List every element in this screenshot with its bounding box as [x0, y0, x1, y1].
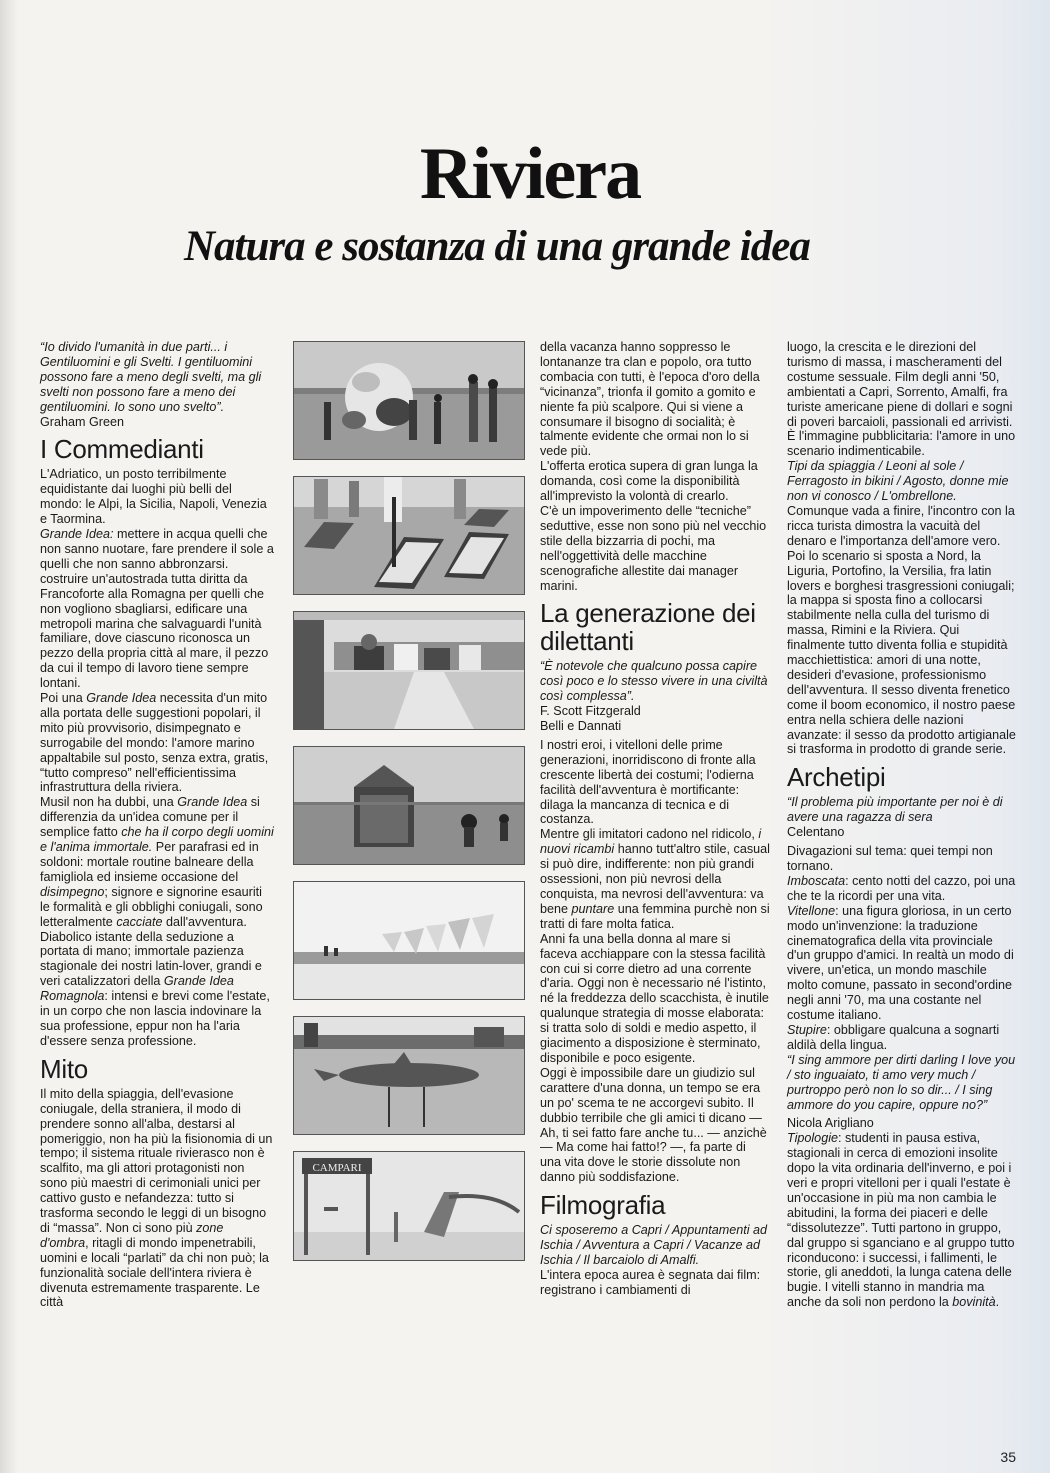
paragraph: Imboscata: cento notti del cazzo, poi una che te la ricordi per una vita. [787, 873, 1016, 903]
paragraph: della vacanza hanno soppresso le lontananze tra clan e popolo, ora tutto combacia con tutti, è l'epoca d'oro della “vicinanza”, trionfa il gomito a gomito e niente fa più scalpore. Qui si viene a consumare il bisogno di socialità; è talmente evidente che ormai non lo si vede più. [540, 340, 760, 459]
film-list: Ci sposeremo a Capri / Appuntamenti ad Ischia / Avventura a Capri / Vacanze ad Ischia / Il barcaiolo di Amalfi. [540, 1223, 768, 1267]
photo-column [293, 341, 523, 1277]
page-title: Riviera [419, 133, 641, 215]
epigraph-author: F. Scott Fitzgerald [540, 704, 641, 719]
epigraph-quote: “Io divido l'umanità in due parti... i Gentiluomini e gli Svelti. I gentiluomini possono fare a meno degli svelti, ma gli svelti non possono fare a meno dei gentiluomini. Io sono uno svelto”. [40, 340, 262, 414]
heading-filmografia: Filmografia [540, 1190, 666, 1221]
page-number: 35 [1000, 1449, 1016, 1465]
epigraph-quote: “È notevole che qualcuno possa capire così poco e lo stesso vivere in una civiltà così complessa”. [540, 659, 768, 704]
photo-dolphin-sculpture [293, 1016, 525, 1135]
paragraph: Grande Idea: mettere in acqua quelli che non sanno nuotare, fare prendere il sole a quelli che non sanno abbronzarsi. costruire un'autostrada tutta diritta da Francoforte alla Romagna per quelli che non vogliono sbagliarsi, edificare una metropoli marina che salvaguardi l'unità familiare, dove ciascuno riconosca un pezzo della propria città al mare, il pezzo da cui il tempo di lavoro tiene sempre lontani. [40, 527, 274, 691]
paragraph: Stupire: obbligare qualcuna a sognarti aldilà della lingua. [787, 1022, 1000, 1052]
paragraph: Oggi è impossibile dare un giudizio sul carattere d'una donna, un tempo se era un po' scema te ne accorgevi subito. Il dubbio terribile che gli amici ti dicano — Ah, ti sei fatto fare anche tu... — anzichè — Ma come hai fatto!? —, fa parte di una vita dove le storie dissolute non danno più soddisfazione. [540, 1065, 767, 1185]
paragraph: Poi una Grande Idea necessita d'un mito alla portata delle suggestioni popolari, il mito più provvisorio, disimpegnato e surrogabile del mondo: l'amore marino appaltabile sul posto, senza extra, gratis, “tutto compreso” nell'efficientissima infrastruttura della riviera. [40, 691, 269, 795]
paragraph: Poi lo scenario si sposta a Nord, la Liguria, Portofino, la Versilia, fra latin lovers e borghesi trasgressioni coniugali; la mappa si sposta fino a collocarsi stabilmente nella culla del turismo di massa, Rimini e la Riviera. Qui finalmente tutto diventa follia e stupidità macchiettistica: amori di una notte, desideri d'evasione, professionismo dell'avventura. Il sesso diventa frenetico come il boom economico, il nostro paese entra nella schiera delle nazioni avanzate: il sesso da prodotto artigianale si trasforma in prodotto di grande serie. [787, 548, 1016, 757]
page-subtitle: Natura e sostanza di una grande idea [184, 223, 810, 270]
heading-archetipi: Archetipi [787, 762, 886, 793]
paragraph: Musil non ha dubbi, una Grande Idea si differenzia da un'idea comune per il semplice fatto che ha il corpo degli uomini e l'anima immortale. Per parafrasi ed in soldoni: mortale routine balneare della famigliola ed insieme occasione del disimpegno; signore e signorine esauriti le formalità e gli obblighi coniugali, sono letteralmente cacciate dall'avventura. Diabolico istante della seduzione a portata di mano; immortale pazienza stagionale dei nostri latin-lover, grandi e veri catalizzatori della Grande Idea Romagnola: intensi e brevi come l'estate, in un corpo che non lascia indovinare la sua professione, eppur non ha l'aria d'essere senza professione. [40, 795, 274, 1048]
photo-campari-playground [293, 1151, 525, 1261]
column-1 [40, 340, 274, 1310]
epigraph-source: Belli e Dannati [540, 719, 622, 734]
paragraph: Il mito della spiaggia, dell'evasione coniugale, della straniera, il modo di prendere sonno all'alba, destarsi al pomeriggio, non ha più la fisionomia di un tempo; il sistema rituale rivierasco non è scalfito, ma gli attori protagonisti non sono più maestri di cerimoniali unici per cattivo gusto e nefandezza: tutto si trasforma secondo le leggi di un bisogno di “massa”. Non ci sono più zone d'ombra, ritagli di mondo impenetrabili, uomini e locali “parlati” da chi non può; la funzionalità sociale dell'intera riviera è divenuta estremamente trasparente. Le città [40, 1086, 273, 1310]
heading-mito: Mito [40, 1053, 88, 1084]
column-4 [787, 340, 1019, 1310]
paragraph: L'offerta erotica supera di gran lunga la domanda, così come la disponibilità all'imprevisto la volontà di crearlo. [540, 459, 758, 504]
song-author: Nicola Arigliano [787, 1116, 874, 1131]
campari-sign: CAMPARI [312, 1162, 362, 1174]
epigraph-author: Graham Green [40, 414, 124, 429]
paragraph: L'intera epoca aurea è segnata dai film: registrano i cambiamenti di [540, 1267, 761, 1297]
paragraph: I nostri eroi, i vitelloni delle prime generazioni, inorridiscono di fronte alla crescente libertà dei costumi; l'odierna facilità dell'avventura è mortificante: dilaga la mancanza di tecnica e di costanza. [540, 737, 756, 827]
paragraph: C'è un impoverimento delle “tecniche” seduttive, esse non sono più nel vecchio stile della bizzarria di pochi, ma nell'oggettività delle macchine scenografiche allestite dai manager marini. [540, 503, 767, 593]
epigraph-author: Celentano [787, 825, 845, 840]
heading-generazione: La generazione dei dilettanti [540, 598, 756, 657]
paragraph: Divagazioni sul tema: quei tempi non tornano. [787, 844, 993, 873]
paragraph: Tipologie: studenti in pausa estiva, stagionali in cerca di emozioni insolite dopo la vita ordinaria dell'inverno, e poi i veri e propri vitelloni per i quali l'estate è un'occasione in più ma non cambia le abitudini, la forma dei piaceri e delle “dissolutezze”. Tutti partono in gruppo, dal gruppo si sganciano e al gruppo tutto riconducono: i successi, i fallimenti, le storie, gli aneddoti, la lunga catena delle bugie. I vitelli stanno in mandria ma anche da soli non perdono la bovinità. [787, 1131, 1015, 1310]
song-quote: “I sing ammore per dirti darling I love you / sto inguaiato, ti amo very much / purtroppo però non lo so dir... / I sing ammore do you capire, oppure no?” [787, 1052, 1016, 1112]
photo-beach-cabins [293, 611, 525, 730]
paragraph: L'Adriatico, un posto terribilmente equidistante dai luoghi più belli del mondo: le Alpi, la Sicilia, Napoli, Venezia e Taormina. [40, 467, 267, 527]
paragraph: Mentre gli imitatori cadono nel ridicolo, i nuovi ricambi hanno tutt'altro stile, casual si può dire, indifferente: non più grandi ossessioni, non più nevrosi della conquista, ma nevrosi dell'avventura: va bene puntare una femmina purchè non si tratti di fare molta fatica. [540, 827, 770, 931]
column-3 [540, 340, 770, 1298]
paragraph: Comunque vada a finire, l'incontro con la ricca turista dimostra la vacuità del denaro e l'importanza dell'amore vero. [787, 503, 1015, 548]
photo-beach-hut [293, 746, 525, 865]
paragraph: luogo, la crescita e le direzioni del turismo di massa, i mascheramenti del costume sessuale. Film degli anni '50, ambientati a Capri, Sorrento, Amalfi, fra turiste americane piene di dollari e sogni di poveri barcaioli, passionali ed arrivisti. È l'immagine pubblicitaria: l'amore in uno scenario indimenticabile. [787, 340, 1016, 459]
epigraph-quote: “Il problema più importante per noi è di avere una ragazza di sera [787, 795, 1003, 825]
heading-commedianti: I Commedianti [40, 434, 204, 465]
photo-umbrellas [293, 881, 525, 1000]
film-list: Tipi da spiaggia / Leoni al sole / Ferragosto in bikini / Agosto, donne mie non vi conosco / L'ombrellone. [787, 459, 1009, 504]
photo-beach-inflatables [293, 341, 525, 460]
paragraph: Anni fa una bella donna al mare si faceva acchiappare con la stessa facilità con cui si corre dietro ad una corrente d'aria. Oggi non è necessario né l'istinto, né la freddezza dello scacchista, è inutile qualunque strategia di mosse elaborata: si tratta solo di soldi e medio aspetto, il giacimento a disposizione è sterminato, disponibile e poco esigente. [540, 931, 769, 1065]
paragraph: Vitellone: una figura gloriosa, in un certo modo un'invenzione: la traduzione cinematografica della vita provinciale d'un gruppo d'amici. In realtà un modo di vivere, un'etica, un mondo maschile molto comune, passato in second'ordine negli anni '70, ma una costante nel costume italiano. [787, 903, 1014, 1023]
photo-deckchairs [293, 476, 525, 595]
